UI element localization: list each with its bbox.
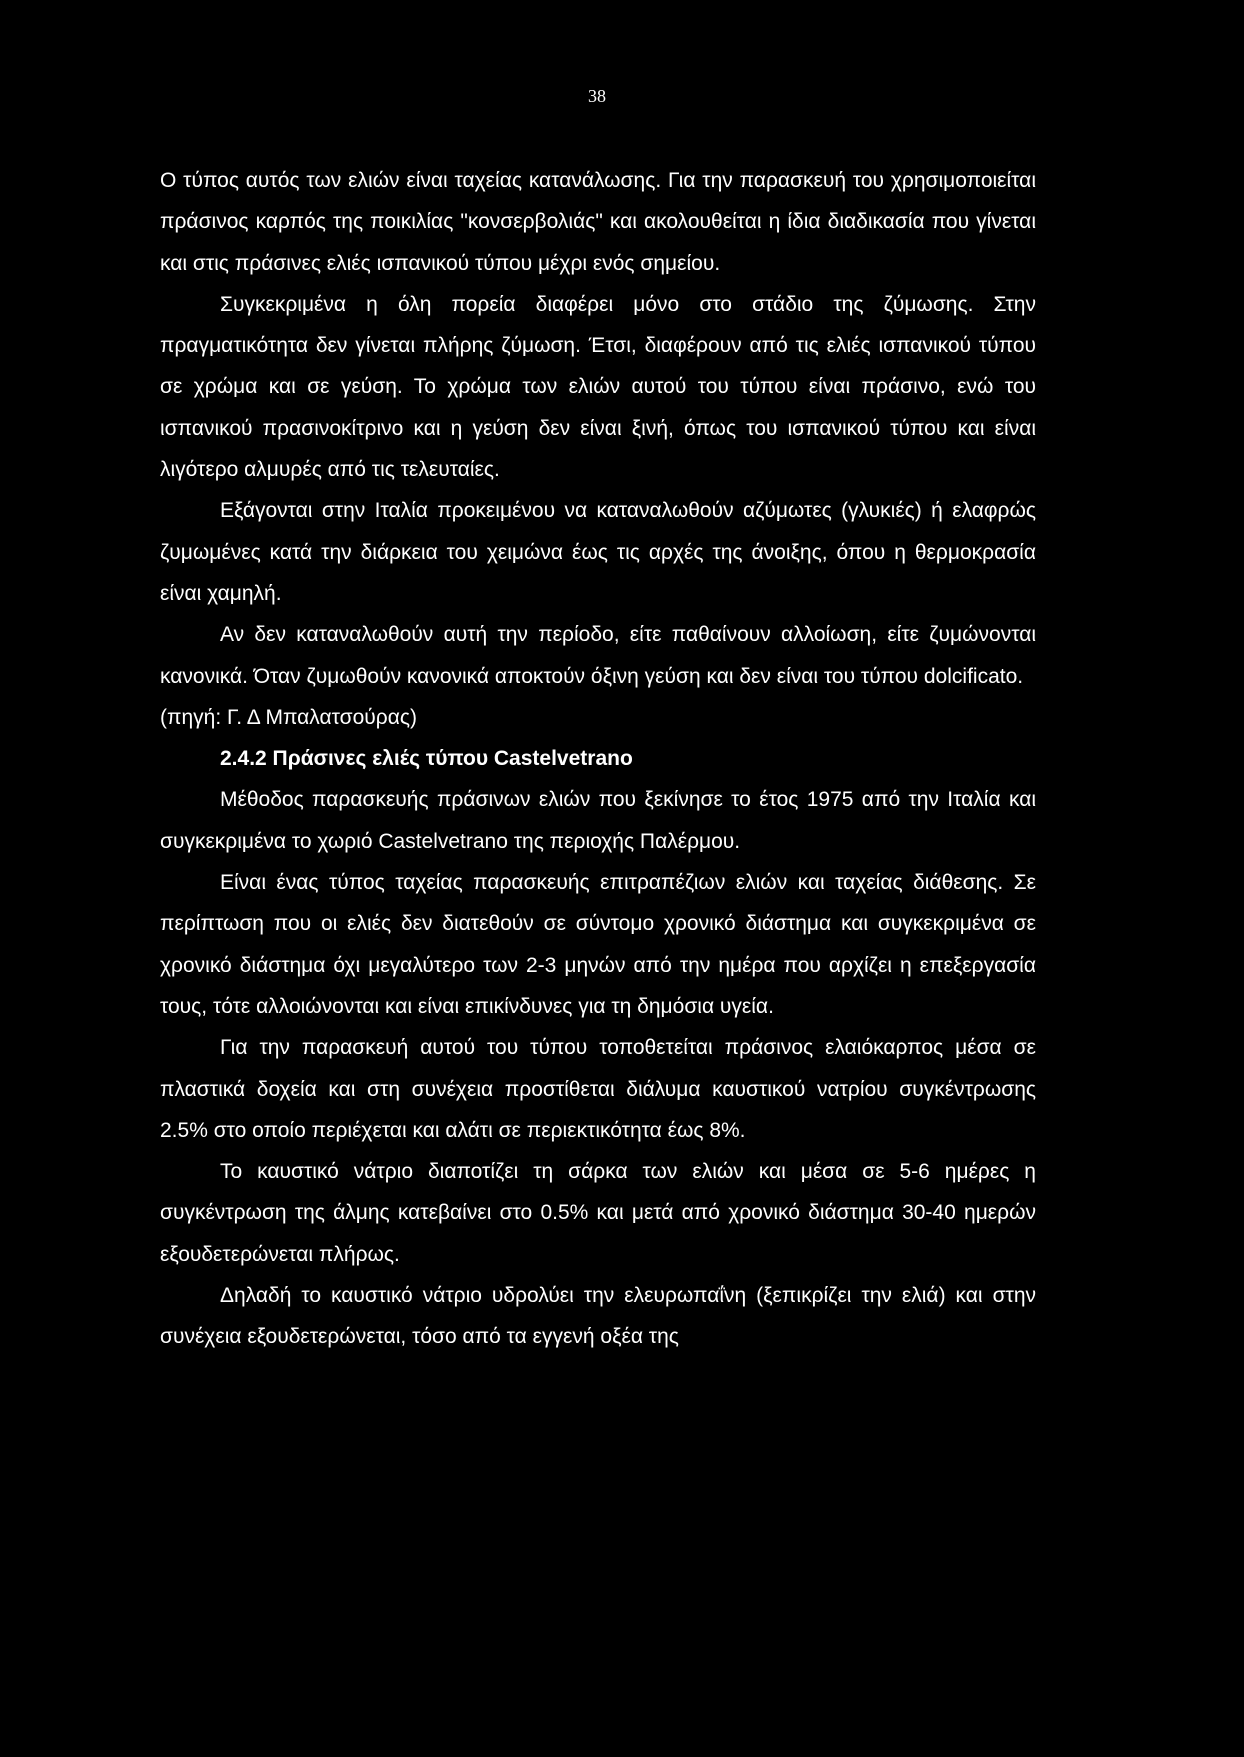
page-number: 38 [588,86,606,106]
paragraph-method-origin: Μέθοδος παρασκευής πράσινων ελιών που ξεκίνησε το έτος 1975 από την Ιταλία και συγκεκριμένα το χωριό Castelvetrano της περιοχής Παλέρμου. [160,788,1036,853]
body-text [160,160,1036,1358]
section-heading: 2.4.2 Πράσινες ελιές τύπου Castelvetrano [220,747,633,771]
paragraph-intro: Ο τύπος αυτός των ελιών είναι ταχείας κατανάλωσης. Για την παρασκευή του χρησιμοποιείται πράσινος καρπός της ποικιλίας "κονσερβολιάς" και ακολουθείται η ίδια διαδικασία που γίνεται και στις πράσινες ελιές ισπανικού τύπου μέχρι ενός σημείου. [160,169,1036,275]
source-citation: (πηγή: Γ. Δ Μπαλατσούρας) [160,705,417,729]
paragraph-caustic-soda: Το καυστικό νάτριο διαποτίζει τη σάρκα των ελιών και μέσα σε 5-6 ημέρες η συγκέντρωση της άλμης κατεβαίνει στο 0.5% και μετά από χρονικό διάστημα 30-40 ημερών εξουδετερώνεται πλήρως. [160,1160,1036,1266]
paragraph-preparation-process: Για την παρασκευή αυτού του τύπου τοποθετείται πράσινος ελαιόκαρπος μέσα σε πλαστικά δοχεία και στη συνέχεια προστίθεται διάλυμα καυστικού νατρίου συγκέντρωσης 2.5% στο οποίο περιέχεται και αλάτι σε περιεκτικότητα έως 8%. [160,1036,1036,1142]
paragraph-spoilage: Αν δεν καταναλωθούν αυτή την περίοδο, είτε παθαίνουν αλλοίωση, είτε ζυμώνονται κανονικά. Όταν ζυμωθούν κανονικά αποκτούν όξινη γεύση και δεν είναι του τύπου dolcificato. [160,623,1036,688]
paragraph-fermentation: Συγκεκριμένα η όλη πορεία διαφέρει μόνο στο στάδιο της ζύμωσης. Στην πραγματικότητα δεν γίνεται πλήρης ζύμωση. Έτσι, διαφέρουν από τις ελιές ισπανικού τύπου σε χρώμα και σε γεύση. Το χρώμα των ελιών αυτού του τύπου είναι πράσινο, ενώ του ισπανικού πρασινοκίτρινο και η γεύση δεν είναι ξινή, όπως του ισπανικού τύπου και είναι λιγότερο αλμυρές από τις τελευταίες. [160,292,1036,482]
paragraph-fast-preparation: Είναι ένας τύπος ταχείας παρασκευής επιτραπέζιων ελιών και ταχείας διάθεσης. Σε περίπτωση που οι ελιές δεν διατεθούν σε σύντομο χρονικό διάστημα και συγκεκριμένα σε χρονικό διάστημα όχι μεγαλύτερο των 2-3 μηνών από την ημέρα που αρχίζει η επεξεργασία τους, τότε αλλοιώνονται και είναι επικίνδυνες για τη δημόσια υγεία. [160,871,1036,1018]
paragraph-hydrolysis: Δηλαδή το καυστικό νάτριο υδρολύει την ελευρωπαΐνη (ξεπικρίζει την ελιά) και στην συνέχεια εξουδετερώνεται, τόσο από τα εγγενή οξέα της [160,1284,1036,1349]
paragraph-export-italy: Εξάγονται στην Ιταλία προκειμένου να καταναλωθούν αζύμωτες (γλυκιές) ή ελαφρώς ζυμωμένες κατά την διάρκεια του χειμώνα έως τις αρχές της άνοιξης, όπου η θερμοκρασία είναι χαμηλή. [160,499,1036,605]
